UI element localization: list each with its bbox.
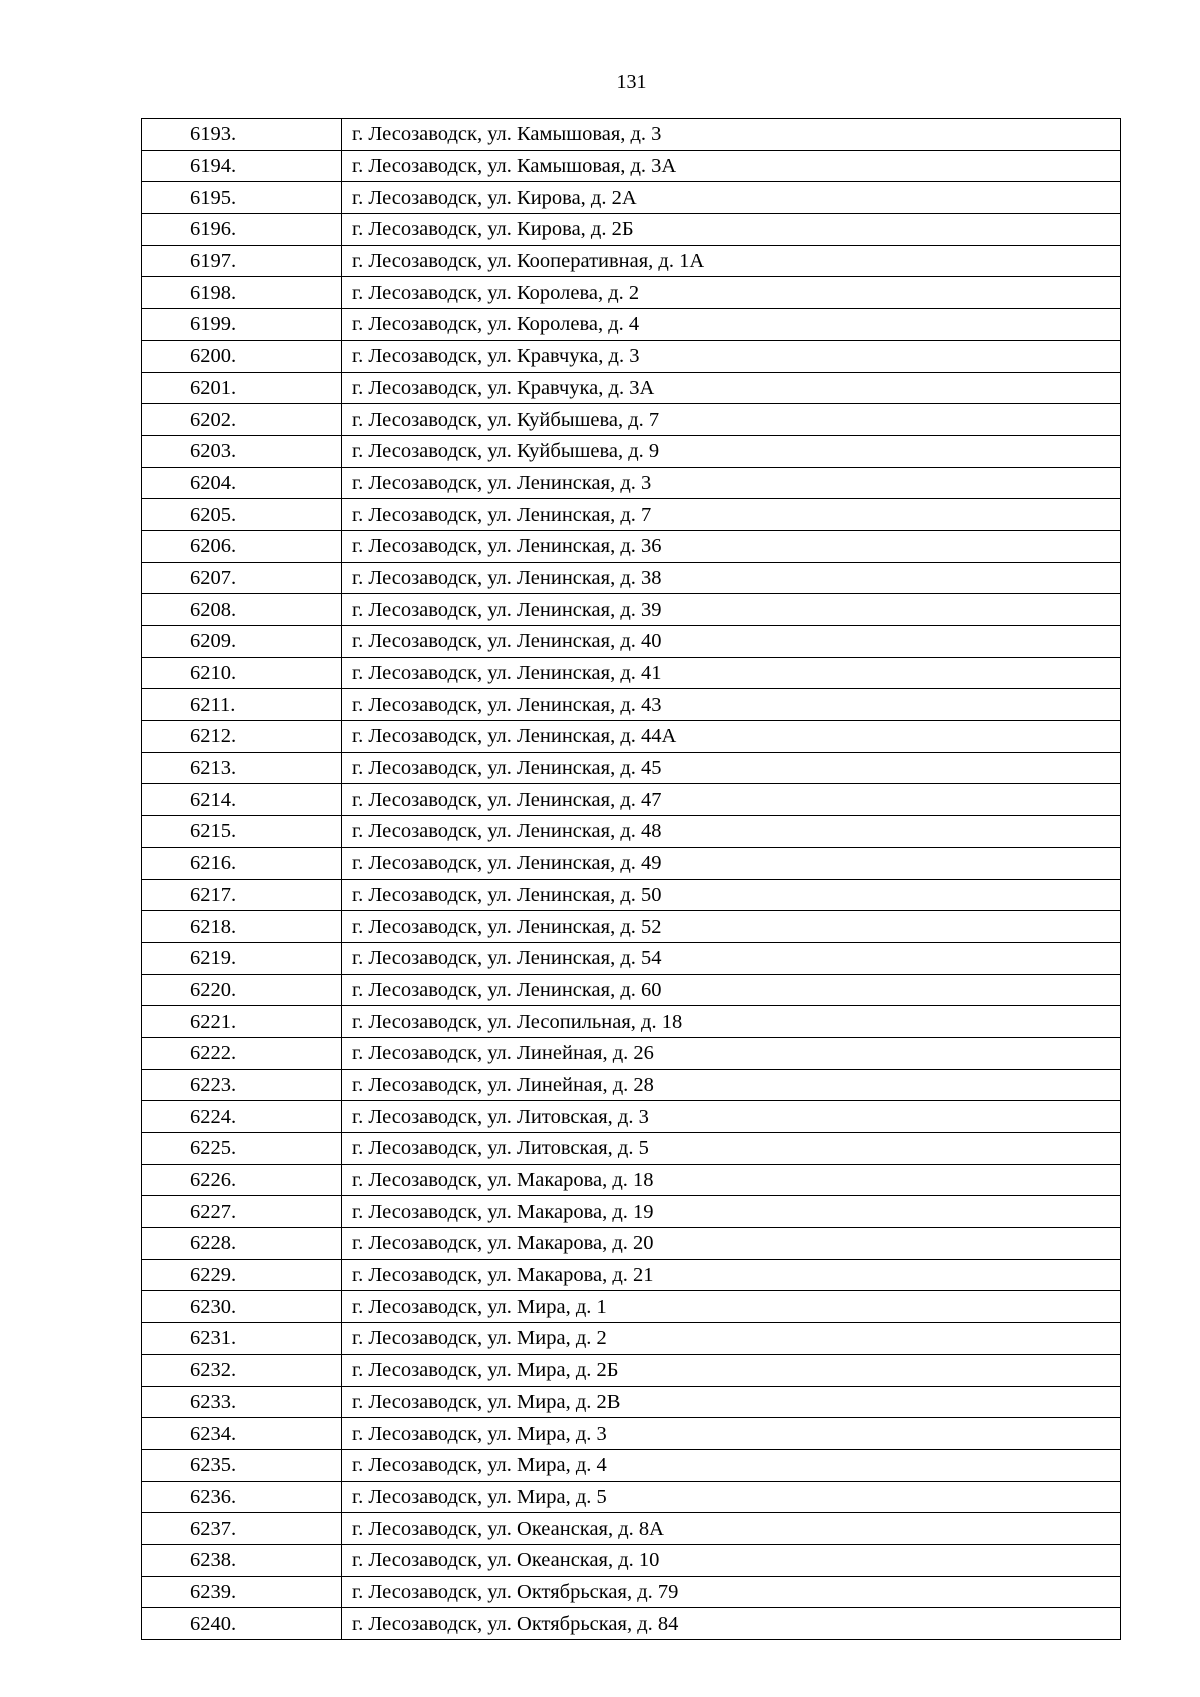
address-cell: г. Лесозаводск, ул. Мира, д. 4	[342, 1449, 1121, 1481]
address-cell: г. Лесозаводск, ул. Ленинская, д. 60	[342, 974, 1121, 1006]
table-row	[142, 1544, 1121, 1576]
address-cell: г. Лесозаводск, ул. Камышовая, д. 3А	[342, 150, 1121, 182]
address-cell: г. Лесозаводск, ул. Мира, д. 2В	[342, 1386, 1121, 1418]
row-number-cell: 6230.	[142, 1291, 342, 1323]
row-number-cell: 6234.	[142, 1418, 342, 1450]
row-number-cell: 6216.	[142, 847, 342, 879]
row-number-cell: 6208.	[142, 594, 342, 626]
row-number-cell: 6225.	[142, 1133, 342, 1165]
row-number-cell: 6194.	[142, 150, 342, 182]
table-row	[142, 974, 1121, 1006]
address-cell: г. Лесозаводск, ул. Мира, д. 2Б	[342, 1354, 1121, 1386]
row-number-cell: 6215.	[142, 816, 342, 848]
table-row	[142, 1069, 1121, 1101]
table-row	[142, 1196, 1121, 1228]
table-row	[142, 1449, 1121, 1481]
table-row	[142, 499, 1121, 531]
table-row	[142, 847, 1121, 879]
table-row	[142, 721, 1121, 753]
row-number-cell: 6211.	[142, 689, 342, 721]
row-number-cell: 6223.	[142, 1069, 342, 1101]
table-row	[142, 816, 1121, 848]
table-row	[142, 784, 1121, 816]
address-cell: г. Лесозаводск, ул. Кирова, д. 2А	[342, 182, 1121, 214]
address-cell: г. Лесозаводск, ул. Королева, д. 4	[342, 309, 1121, 341]
row-number-cell: 6200.	[142, 340, 342, 372]
address-cell: г. Лесозаводск, ул. Ленинская, д. 43	[342, 689, 1121, 721]
table-row	[142, 404, 1121, 436]
row-number-cell: 6197.	[142, 245, 342, 277]
address-cell: г. Лесозаводск, ул. Октябрьская, д. 79	[342, 1576, 1121, 1608]
address-cell: г. Лесозаводск, ул. Линейная, д. 28	[342, 1069, 1121, 1101]
row-number-cell: 6219.	[142, 942, 342, 974]
table-row	[142, 1608, 1121, 1640]
row-number-cell: 6229.	[142, 1259, 342, 1291]
table-row	[142, 1354, 1121, 1386]
row-number-cell: 6201.	[142, 372, 342, 404]
address-cell: г. Лесозаводск, ул. Куйбышева, д. 9	[342, 435, 1121, 467]
table-row	[142, 435, 1121, 467]
row-number-cell: 6227.	[142, 1196, 342, 1228]
row-number-cell: 6226.	[142, 1164, 342, 1196]
address-cell: г. Лесозаводск, ул. Мира, д. 2	[342, 1323, 1121, 1355]
address-cell: г. Лесозаводск, ул. Ленинская, д. 39	[342, 594, 1121, 626]
table-row	[142, 340, 1121, 372]
table-row	[142, 626, 1121, 658]
table-row	[142, 277, 1121, 309]
row-number-cell: 6198.	[142, 277, 342, 309]
address-cell: г. Лесозаводск, ул. Мира, д. 3	[342, 1418, 1121, 1450]
address-table	[141, 118, 1121, 1640]
table-row	[142, 1418, 1121, 1450]
row-number-cell: 6233.	[142, 1386, 342, 1418]
table-row	[142, 467, 1121, 499]
address-cell: г. Лесозаводск, ул. Макарова, д. 18	[342, 1164, 1121, 1196]
row-number-cell: 6209.	[142, 626, 342, 658]
address-cell: г. Лесозаводск, ул. Макарова, д. 19	[342, 1196, 1121, 1228]
row-number-cell: 6235.	[142, 1449, 342, 1481]
table-row	[142, 214, 1121, 246]
table-row	[142, 1228, 1121, 1260]
address-cell: г. Лесозаводск, ул. Ленинская, д. 52	[342, 911, 1121, 943]
row-number-cell: 6218.	[142, 911, 342, 943]
table-row	[142, 182, 1121, 214]
address-cell: г. Лесозаводск, ул. Океанская, д. 8А	[342, 1513, 1121, 1545]
address-cell: г. Лесозаводск, ул. Ленинская, д. 48	[342, 816, 1121, 848]
address-cell: г. Лесозаводск, ул. Ленинская, д. 40	[342, 626, 1121, 658]
address-cell: г. Лесозаводск, ул. Ленинская, д. 54	[342, 942, 1121, 974]
table-row	[142, 752, 1121, 784]
table-row	[142, 372, 1121, 404]
address-cell: г. Лесозаводск, ул. Кравчука, д. 3А	[342, 372, 1121, 404]
row-number-cell: 6237.	[142, 1513, 342, 1545]
address-cell: г. Лесозаводск, ул. Макарова, д. 21	[342, 1259, 1121, 1291]
page-number: 131	[616, 71, 647, 93]
address-cell: г. Лесозаводск, ул. Камышовая, д. 3	[342, 119, 1121, 151]
address-cell: г. Лесозаводск, ул. Ленинская, д. 36	[342, 530, 1121, 562]
address-table-body	[142, 119, 1121, 1640]
address-cell: г. Лесозаводск, ул. Ленинская, д. 49	[342, 847, 1121, 879]
row-number-cell: 6214.	[142, 784, 342, 816]
table-row	[142, 530, 1121, 562]
address-cell: г. Лесозаводск, ул. Лесопильная, д. 18	[342, 1006, 1121, 1038]
row-number-cell: 6207.	[142, 562, 342, 594]
row-number-cell: 6210.	[142, 657, 342, 689]
table-row	[142, 1037, 1121, 1069]
table-row	[142, 879, 1121, 911]
address-cell: г. Лесозаводск, ул. Ленинская, д. 41	[342, 657, 1121, 689]
table-row	[142, 594, 1121, 626]
row-number-cell: 6236.	[142, 1481, 342, 1513]
table-row	[142, 119, 1121, 151]
address-cell: г. Лесозаводск, ул. Макарова, д. 20	[342, 1228, 1121, 1260]
address-cell: г. Лесозаводск, ул. Ленинская, д. 45	[342, 752, 1121, 784]
address-cell: г. Лесозаводск, ул. Ленинская, д. 38	[342, 562, 1121, 594]
row-number-cell: 6205.	[142, 499, 342, 531]
address-cell: г. Лесозаводск, ул. Королева, д. 2	[342, 277, 1121, 309]
table-row	[142, 1386, 1121, 1418]
address-cell: г. Лесозаводск, ул. Мира, д. 5	[342, 1481, 1121, 1513]
row-number-cell: 6224.	[142, 1101, 342, 1133]
address-cell: г. Лесозаводск, ул. Кирова, д. 2Б	[342, 214, 1121, 246]
table-row	[142, 309, 1121, 341]
table-row	[142, 150, 1121, 182]
address-cell: г. Лесозаводск, ул. Куйбышева, д. 7	[342, 404, 1121, 436]
row-number-cell: 6228.	[142, 1228, 342, 1260]
table-row	[142, 562, 1121, 594]
table-row	[142, 1259, 1121, 1291]
address-cell: г. Лесозаводск, ул. Океанская, д. 10	[342, 1544, 1121, 1576]
table-row	[142, 1101, 1121, 1133]
row-number-cell: 6220.	[142, 974, 342, 1006]
table-row	[142, 1513, 1121, 1545]
table-row	[142, 1323, 1121, 1355]
row-number-cell: 6231.	[142, 1323, 342, 1355]
table-row	[142, 657, 1121, 689]
row-number-cell: 6217.	[142, 879, 342, 911]
row-number-cell: 6204.	[142, 467, 342, 499]
row-number-cell: 6239.	[142, 1576, 342, 1608]
row-number-cell: 6195.	[142, 182, 342, 214]
row-number-cell: 6222.	[142, 1037, 342, 1069]
address-cell: г. Лесозаводск, ул. Кооперативная, д. 1А	[342, 245, 1121, 277]
address-cell: г. Лесозаводск, ул. Литовская, д. 5	[342, 1133, 1121, 1165]
table-row	[142, 911, 1121, 943]
address-cell: г. Лесозаводск, ул. Кравчука, д. 3	[342, 340, 1121, 372]
address-cell: г. Лесозаводск, ул. Ленинская, д. 44А	[342, 721, 1121, 753]
row-number-cell: 6221.	[142, 1006, 342, 1038]
row-number-cell: 6212.	[142, 721, 342, 753]
address-cell: г. Лесозаводск, ул. Ленинская, д. 47	[342, 784, 1121, 816]
row-number-cell: 6206.	[142, 530, 342, 562]
address-cell: г. Лесозаводск, ул. Линейная, д. 26	[342, 1037, 1121, 1069]
table-row	[142, 1133, 1121, 1165]
row-number-cell: 6240.	[142, 1608, 342, 1640]
table-row	[142, 689, 1121, 721]
address-cell: г. Лесозаводск, ул. Октябрьская, д. 84	[342, 1608, 1121, 1640]
address-cell: г. Лесозаводск, ул. Литовская, д. 3	[342, 1101, 1121, 1133]
table-row	[142, 942, 1121, 974]
row-number-cell: 6202.	[142, 404, 342, 436]
address-cell: г. Лесозаводск, ул. Мира, д. 1	[342, 1291, 1121, 1323]
table-row	[142, 1576, 1121, 1608]
row-number-cell: 6199.	[142, 309, 342, 341]
row-number-cell: 6213.	[142, 752, 342, 784]
row-number-cell: 6203.	[142, 435, 342, 467]
row-number-cell: 6196.	[142, 214, 342, 246]
address-cell: г. Лесозаводск, ул. Ленинская, д. 50	[342, 879, 1121, 911]
table-row	[142, 1481, 1121, 1513]
address-cell: г. Лесозаводск, ул. Ленинская, д. 3	[342, 467, 1121, 499]
table-row	[142, 1006, 1121, 1038]
table-row	[142, 245, 1121, 277]
table-row	[142, 1164, 1121, 1196]
address-cell: г. Лесозаводск, ул. Ленинская, д. 7	[342, 499, 1121, 531]
row-number-cell: 6232.	[142, 1354, 342, 1386]
row-number-cell: 6193.	[142, 119, 342, 151]
row-number-cell: 6238.	[142, 1544, 342, 1576]
table-row	[142, 1291, 1121, 1323]
